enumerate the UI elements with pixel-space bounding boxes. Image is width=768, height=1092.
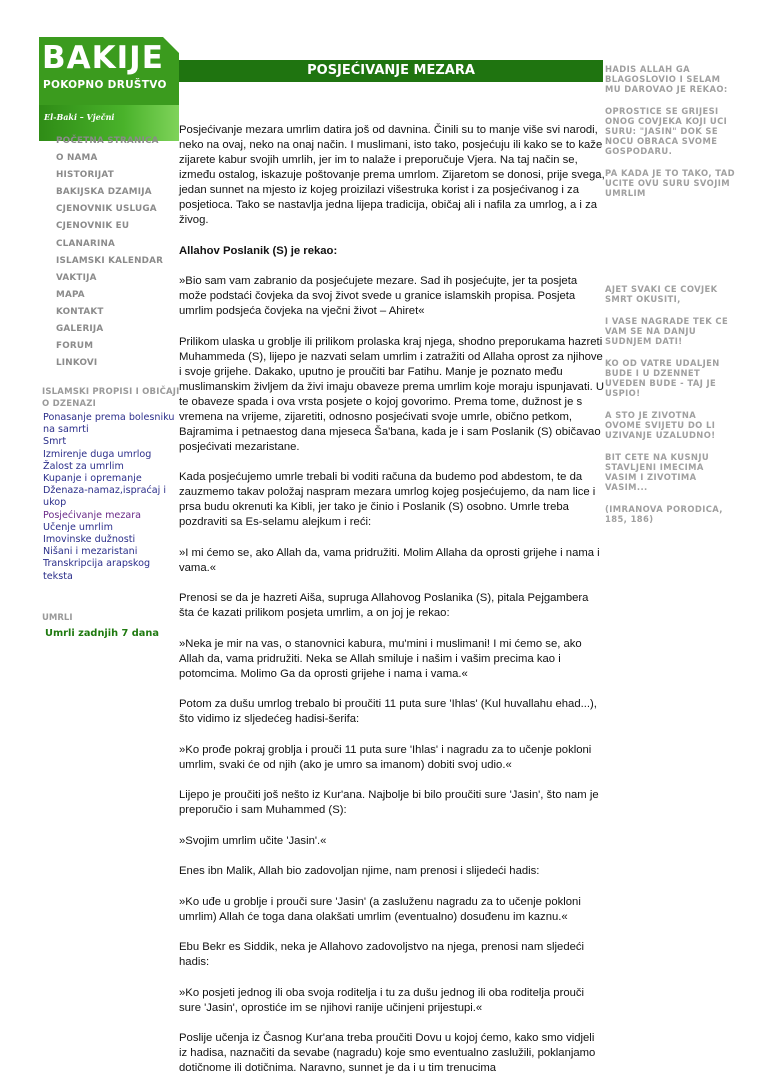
right-text-block: PA KADA JE TO TAKO, TAD UCITE OVU SURU SVOJIM UMRLIM	[605, 168, 735, 198]
paragraph: Kada posjećujemo umrle trebali bi voditi računa da budemo pod abdestom, te da zauzmemo takav položaj naspram mezara umrlog kojeg posjećujemo, da nam lice i prsa budu okrenuti ka Kibli, jer tako je činio i Poslanik (S) osobno. Umrle treba pozdraviti sa Es-selamu alejkum i reći:	[179, 471, 596, 528]
right-column	[605, 64, 735, 536]
nav-item-dzamija[interactable]: BAKIJSKA DZAMIJA	[56, 187, 152, 198]
nav-item-kontakt[interactable]: KONTAKT	[56, 306, 104, 317]
right-text-block: I VASE NAGRADE TEK CE VAM SE NA DANJU SUDNJEM DATI!	[605, 316, 729, 346]
article-body	[179, 123, 605, 1092]
right-text-block: A STO JE ZIVOTNA OVOME SVIJETU DO LI UZIVANJE UZALUDNO!	[605, 410, 716, 440]
paragraph: Prilikom ulaska u groblje ili prilikom prolaska kraj njega, shodno preporukama hazreti Muhammeda (S), lijepo je nazvati selam umrlim i zatražiti od Allaha oprost za njihove i svoje grijehe. Dakako, uputno je proučiti bar Fatihu. Manje je poznato među muslimanskim življem da živi imaju obaveze prema umrlim koje moraju ispunjavati. U te obaveze spada i ova vrsta posjete o kojoj govorimo. Prema tome, dužnost je s vremena na vrijeme, zijaretiti, odnosno posjećivati svoje umrle, obično petkom, Bajramima i petnaestog dana mjeseca Ša'bana, kada je i sam Poslanik (S) običavao posjećivati mezaristane.	[179, 335, 605, 453]
right-source: (IMRANOVA PORODICA, 185, 186)	[605, 504, 723, 524]
umrli-heading: UMRLI	[42, 613, 73, 623]
logo-subtitle: POKOPNO DRUŠTVO	[43, 79, 167, 91]
nav-item-galerija[interactable]: GALERIJA	[56, 324, 104, 335]
nav-item-forum[interactable]: FORUM	[56, 341, 94, 352]
nav-item-cjenovnik-eu[interactable]: CJENOVNIK EU	[56, 221, 130, 232]
quote: »I mi ćemo se, ako Allah da, vama pridružiti. Molim Allaha da oprosti grijehe i nama i vama.«	[179, 546, 600, 574]
propisi-link-dzenaza[interactable]: Dženaza-namaz,ispraćaj i ukop	[43, 485, 167, 509]
propisi-link-zalost[interactable]: Žalost za umrlim	[43, 460, 124, 472]
propisi-link-nisani[interactable]: Nišani i mezaristani	[43, 546, 138, 558]
paragraph: Lijepo je proučiti još nešto iz Kur'ana. Najbolje bi bilo proučiti sure 'Jasin', što nam je preporučio i sam Muhammed (S):	[179, 789, 599, 816]
propisi-link-posjecivanje[interactable]: Posjećivanje mezara	[43, 509, 142, 521]
nav-item-cjenovnik-usluga[interactable]: CJENOVNIK USLUGA	[56, 204, 157, 215]
nav-item-vaktija[interactable]: VAKTIJA	[56, 272, 97, 283]
quote: »Ko uđe u groblje i prouči sure 'Jasin' (a zasluženu nagradu za to učenje pokloni umrlim) Allah će toga dana olakšati umrlim (eventualno) dosuđenu im kaznu.«	[179, 895, 581, 923]
propisi-heading: ISLAMSKI PROPISI I OBIČAJI O DZENAZI	[42, 387, 180, 409]
paragraph: Posjećivanje mezara umrlim datira još od davnina. Činili su to manje više svi narodi, neko na ovaj, neko na onaj način. I muslimani, isto tako, posjećuju ili kako se to kaže zijarete kabur svojih umrlih, jer im to nalaže i preporučuje Vjera. Na taj način se, između ostalog, iskazuje poštovanje prema umrlom. Zijaretom se donosi, prije svega, jedan sunnet na mjesto iz kojeg proizilazi višestruka korist i za posjećivanog i za posjetioca. Tako se nastavlja jedna lijepa tradicija, običaj ali i nafila za umrlog, a i za živog.	[179, 124, 605, 226]
right-text-block: BIT CETE NA KUSNJU STAVLJENI IMECIMA VASIM I ZIVOTIMA VASIM...	[605, 452, 710, 492]
nav-item-linkovi[interactable]: LINKOVI	[56, 358, 98, 369]
site-logo[interactable]	[39, 37, 179, 141]
quote: »Ko prođe pokraj groblja i prouči 11 puta sure 'Ihlas' i nagradu za to učenje pokloni umrlim, svaki će od njih (ako je umro sa imanom) dobiti svoj udio.«	[179, 743, 592, 771]
main-nav	[39, 133, 179, 372]
paragraph: Potom za dušu umrlog trebalo bi proučiti 11 puta sure 'Ihlas' (Kul huvallahu ehad...), što vidimo iz sljedećeg hadisi-šerifa:	[179, 698, 597, 725]
right-text-block: OPROSTICE SE GRIJESI ONOG COVJEKA KOJI UCI SURU: "JASIN" DOK SE NOCU OBRACA SVOME GOSPODARU.	[605, 106, 728, 156]
nav-item-historijat[interactable]: HISTORIJAT	[56, 170, 114, 181]
propisi-link-transkripcija[interactable]: Transkripcija arapskog teksta	[43, 558, 151, 582]
logo-corner	[163, 37, 179, 53]
paragraph: Ebu Bekr es Siddik, neka je Allahovo zadovoljstvo na njega, prenosi nam sljedeći hadis:	[179, 941, 585, 968]
propisi-link-imovinske[interactable]: Imovinske dužnosti	[43, 534, 136, 546]
page-title-bar	[179, 60, 603, 82]
nav-item-pocetna[interactable]: POČETNA STRANICA	[56, 136, 159, 146]
propisi-list	[43, 412, 178, 583]
paragraph: Enes ibn Malik, Allah bio zadovoljan njime, nam prenosi i slijedeći hadis:	[179, 865, 540, 877]
propisi-link-kupanje[interactable]: Kupanje i opremanje	[43, 473, 142, 485]
quote: »Svojim umrlim učite 'Jasin'.«	[179, 834, 327, 847]
logo-slogan: El-Baki – Vječni	[44, 112, 115, 122]
quote: »Neka je mir na vas, o stanovnici kabura, mu'mini i muslimani! I mi ćemo se, ako Allah da, vama pridružiti. Neka se Allah smiluje i našim i vašim precima kao i potomcima. Molimo Ga da oprosti grijehe i nama i vama.«	[179, 637, 582, 680]
nav-item-kalendar[interactable]: ISLAMSKI KALENDAR	[56, 255, 164, 266]
quote: »Bio sam vam zabranio da posjećujete mezare. Sad ih posjećujte, jer ta posjeta može podstaći čovjeka da svoj život svede u granice islamskih propisa. Posjeta umrlim podsjeća čovjeka na vječni život – Ahiret«	[179, 275, 578, 317]
right-hadis-heading: HADIS ALLAH GA BLAGOSLOVIO I SELAM MU DAROVAO JE REKAO:	[605, 64, 728, 94]
umrli-7-dana-link[interactable]: Umrli zadnjih 7 dana	[45, 628, 159, 639]
paragraph-heading: Allahov Poslanik (S) je rekao:	[179, 244, 338, 257]
propisi-link-smrt[interactable]: Smrt	[43, 436, 67, 448]
paragraph: Poslije učenja iz Časnog Kur'ana treba proučiti Dovu u kojoj ćemo, kako smo vidjeli iz hadisa, naznačiti da sevabe (nagradu) koje smo eventualno zaslužili, poklanjamo dotičnome ili dotičnima. Naravno, sunnet je da i u tim trenucima	[179, 1032, 596, 1074]
propisi-link-bolesnik[interactable]: Ponasanje prema bolesniku na samrti	[43, 412, 175, 436]
propisi-link-dug[interactable]: Izmirenje duga umrlog	[43, 448, 152, 460]
quote: »Ko posjeti jednog ili oba svoja roditelja i tu za dušu jednog ili oba roditelja prouči sure 'Jasin', oprostiće im se njihovi ranije učinjeni prijestupi.«	[179, 986, 585, 1014]
nav-item-mapa[interactable]: MAPA	[56, 289, 85, 300]
nav-item-o-nama[interactable]: O NAMA	[56, 153, 98, 164]
right-text-block: KO OD VATRE UDALJEN BUDE I U DZENNET UVEDEN BUDE - TAJ JE USPIO!	[605, 358, 720, 398]
right-ajet-heading: AJET SVAKI CE COVJEK SMRT OKUSITI,	[605, 284, 718, 304]
nav-item-clanarina[interactable]: CLANARINA	[56, 238, 116, 249]
page-title: POSJEĆIVANJE MEZARA	[307, 63, 475, 78]
propisi-link-ucenje[interactable]: Učenje umrlim	[43, 521, 113, 533]
paragraph: Prenosi se da je hazreti Aiša, supruga Allahovog Poslanika (S), pitala Pejgambera šta će kazati prilikom posjeta umrlim, a on joj je rekao:	[179, 592, 589, 619]
logo-brand: BAKIJE	[42, 40, 164, 76]
